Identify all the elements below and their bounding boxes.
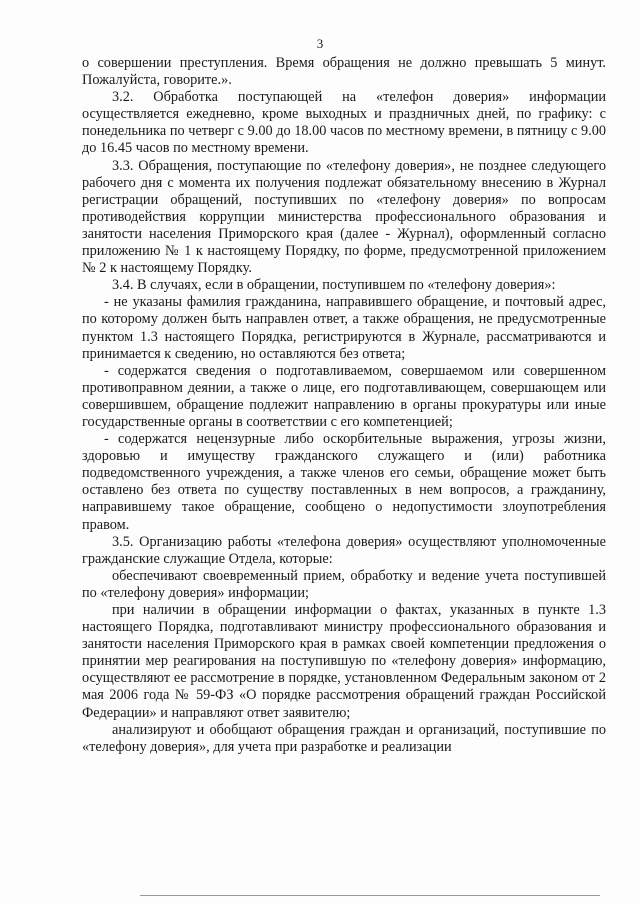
- paragraph-3-5: 3.5. Организацию работы «телефона доверия» осуществляют уполномоченные гражданские служащие Отдела, которые:: [82, 533, 606, 567]
- paragraph-3-2: 3.2. Обработка поступающей на «телефон доверия» информации осуществляется ежедневно, кроме выходных и праздничных дней, по графику: с понедельника по четверг с 9.00 до 18.00 часов по местному времени, в пятницу с 9.00 до 16.45 часов по местному времени.: [82, 89, 606, 157]
- duty-item-reception: обеспечивают своевременный прием, обработку и ведение учета поступившей по «телефону доверия» информации;: [82, 567, 606, 601]
- list-item-crime-info: - содержатся сведения о подготавливаемом, совершаемом или совершенном противоправном деянии, а также о лице, его подготавливающем, совершающем или совершившем, обращение подлежит направлению в органы прокуратуры или иные государственные органы в соответствии с его компетенцией;: [82, 362, 606, 430]
- paragraph-3-3: 3.3. Обращения, поступающие по «телефону доверия», не позднее следующего рабочего дня с момента их получения подлежат обязательному внесению в Журнал регистрации обращений, поступивших по «телефону доверия» по вопросам противодействия коррупции министерства профессионального образования и занятости населения Приморского края (далее - Журнал), оформленный согласно приложению № 1 к настоящему Порядку, по форме, предусмотренной приложением № 2 к настоящему Порядку.: [82, 157, 606, 277]
- duty-item-proposals: при наличии в обращении информации о фактах, указанных в пункте 1.3 настоящего Порядка, подготавливают министру профессионального образования и занятости населения Приморского края в рамках своей компетенции предложения о принятии мер реагирования на поступившую по «телефону доверия» информацию, осуществляют ее рассмотрение в порядке, установленном Федеральным законом от 2 мая 2006 года № 59-ФЗ «О порядке рассмотрения обращений граждан Российской Федерации» и направляют ответ заявителю;: [82, 602, 606, 721]
- duty-item-analysis: анализируют и обобщают обращения граждан и организаций, поступившие по «телефону доверия», для учета при разработке и реализации: [82, 721, 606, 755]
- list-item-no-name: - не указаны фамилия гражданина, направившего обращение, и почтовый адрес, по которому должен быть направлен ответ, а также обращения, не предусмотренные пунктом 1.3 настоящего Порядка, регистрируются в Журнале, рассматриваются и принимается к сведению, но оставляются без ответа;: [82, 294, 606, 362]
- page-number: 3: [316, 36, 324, 51]
- paragraph-3-4: 3.4. В случаях, если в обращении, поступившем по «телефону доверия»:: [112, 277, 556, 294]
- bottom-scan-line: [140, 895, 600, 896]
- paragraph-continuation: о совершении преступления. Время обращения не должно превышать 5 минут. Пожалуйста, говорите.».: [82, 55, 606, 89]
- document-body: [82, 55, 606, 756]
- list-item-offensive: - содержатся нецензурные либо оскорбительные выражения, угрозы жизни, здоровью и имуществу гражданского служащего и (или) работника подведомственного учреждения, а также членов его семьи, обращение может быть оставлено без ответа по существу поставленных в нем вопросов, а гражданину, направившему такое обращение, сообщено о недопустимости злоупотребления правом.: [82, 431, 606, 533]
